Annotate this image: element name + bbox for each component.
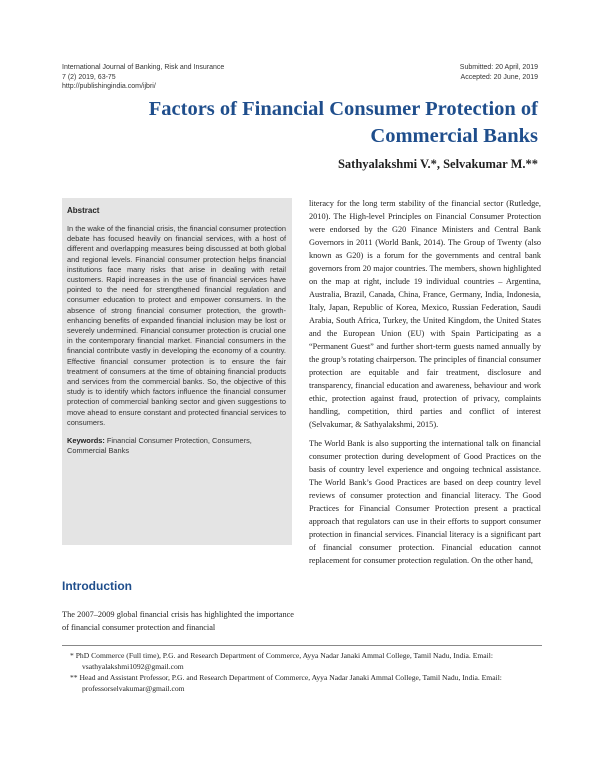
submitted-date: Submitted: 20 April, 2019 [459, 64, 538, 71]
abstract-heading: Abstract [67, 206, 100, 215]
abstract-box [62, 198, 292, 545]
journal-name: International Journal of Banking, Risk and Insurance [62, 64, 225, 71]
footnote-1: * PhD Commerce (Full time), P.G. and Research Department of Commerce, Ayya Nadar Janaki Ammal College, Tamil Nadu, India. Email: vsathyalakshmi1092@gmail.com [70, 651, 493, 671]
body-paragraph-2: The World Bank is also supporting the international talk on financial consumer protection during development of Good Practices on the basis of country level experience and ongoing technical assistance. The World Bank’s Good Practices are based on deep country level reviews of consumer protection and financial literacy. The Good Practices for Financial Consumer Protection present a practical approach that regulators can use in their efforts to support consumer protection in financial services. Financial literacy is a significant part of financial consumer protection. Financial education cannot replacement for consumer protection regulation. On the other hand, [309, 439, 541, 565]
footnote-2: ** Head and Assistant Professor, P.G. and Research Department of Commerce, Ayya Nadar Janaki Ammal College, Tamil Nadu, India. Email: professorselvakumar@gmail.com [70, 673, 502, 693]
right-column [309, 197, 541, 573]
keywords [67, 436, 286, 456]
abstract-text: In the wake of the financial crisis, the financial consumer protection debate has focused heavily on financial services, with a host of different and overlapping measures being discussed at both global and regional levels. Financial consumer protection helps financial institutions face many risks that arise in dealing with retail customers. Rapid increases in the use of financial services have pointed to the need for strengthened financial regulation and consumer education to protect and empower consumers. In the absence of strong financial consumer protection, the growth-enhancing benefits of expanded financial inclusion may be lost or severely undermined. Financial consumer protection is crucial one in the contemporary financial market. Financial consumers in the financial contribute vastly in developing the economy of a country. Effective financial consumer protection is to ensure the fair treatment of consumers at the time of obtaining financial products and services from the commercial banks. So, the objective of this study is to identify which factors influence the financial consumer protection of commercial banking sector and given suggestions to move ahead to ensure constant and protected financial services to consumers. [67, 224, 286, 427]
body-paragraph-1: literacy for the long term stability of the financial sector (Rutledge, 2010). The High-level Principles on Financial Consumer Protection were endorsed by the G20 Finance Ministers and Central Bank Governors in 2011 (World Bank, 2014). The Group of Twenty (also known as G20) is a forum for the governments and central bank governors from 20 major countries. The members, shown highlighted on the map at right, include 19 individual countries – Argentina, Australia, Brazil, Canada, China, France, Germany, India, Indonesia, Italy, Japan, Republic of Korea, Mexico, Russian Federation, Saudi Arabia, South Africa, Turkey, the United Kingdom, the United States and the European Union (EU) with Spain Participating as a “Permanent Guest” and further short-term guests named annually by the group’s rotating chairperson. The principles of financial consumer protection are equitable and fair treatment, disclosure and transparency, financial education and awareness, behaviour and work ethic, protection against fraud, protection of privacy, complaints handling, competition, third parties and conflict of interest (Selvakumar, & Sathyalakshmi, 2015). [309, 199, 541, 429]
introduction-text: The 2007–2009 global financial crisis has highlighted the importance of financial consumer protection and financial [62, 610, 294, 632]
journal-volume: 7 (2) 2019, 63-75 [62, 73, 116, 81]
submission-dates [378, 63, 538, 82]
journal-info [62, 63, 302, 92]
article-title: Factors of Financial Consumer Protection of Commercial Banks [148, 98, 538, 147]
article-authors: Sathyalakshmi V.*, Selvakumar M.** [337, 157, 538, 171]
journal-url: http://publishingindia.com/ijbri/ [62, 83, 156, 90]
accepted-date: Accepted: 20 June, 2019 [460, 73, 538, 81]
keywords-label: Keywords: [67, 436, 105, 446]
footnotes [62, 645, 542, 694]
keywords-text: Financial Consumer Protection, Consumers, Commercial Banks [67, 436, 252, 456]
introduction-heading: Introduction [62, 579, 132, 593]
